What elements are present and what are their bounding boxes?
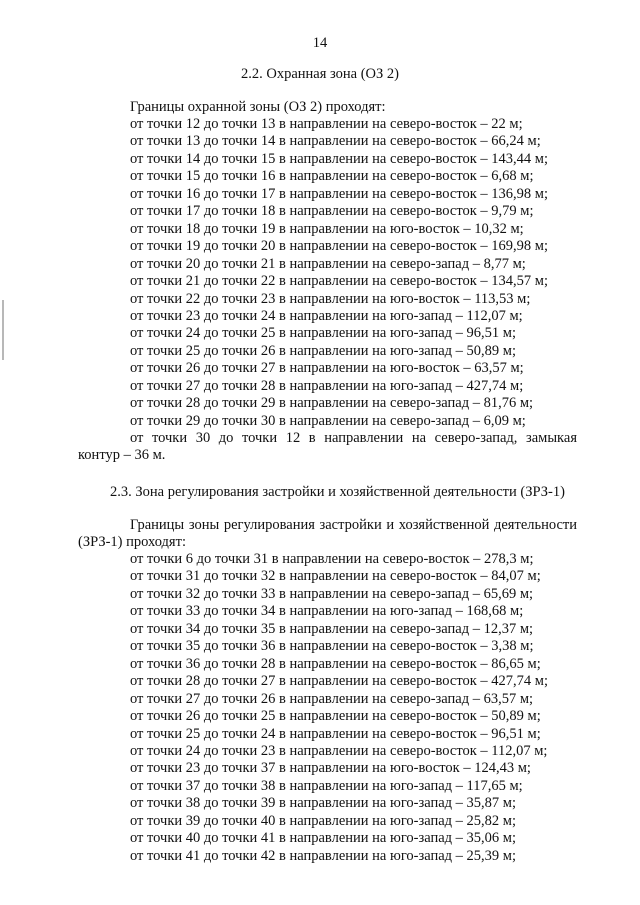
- boundary-line: от точки 20 до точки 21 в направлении на северо-запад – 8,77 м;: [130, 255, 526, 272]
- boundary-line: от точки 18 до точки 19 в направлении на юго-восток – 10,32 м;: [130, 220, 524, 237]
- boundary-line: от точки 26 до точки 25 в направлении на северо-восток – 50,89 м;: [130, 708, 541, 725]
- boundary-line: от точки 13 до точки 14 в направлении на северо-восток – 66,24 м;: [130, 133, 541, 150]
- boundary-line: от точки 24 до точки 23 в направлении на северо-восток – 112,07 м;: [130, 742, 548, 759]
- boundary-line: от точки 21 до точки 22 в направлении на северо-восток – 134,57 м;: [130, 273, 548, 290]
- boundary-line: от точки 12 до точки 13 в направлении на северо-восток – 22 м;: [130, 116, 523, 132]
- section-intro: Границы зоны регулирования застройки и хозяйственной деятельности: [130, 517, 577, 533]
- boundary-line: от точки 16 до точки 17 в направлении на северо-восток – 136,98 м;: [130, 185, 548, 202]
- boundary-line: от точки 39 до точки 40 в направлении на юго-запад – 25,82 м;: [130, 812, 516, 829]
- boundary-line: от точки 37 до точки 38 в направлении на юго-запад – 117,65 м;: [130, 777, 523, 794]
- boundary-line: от точки 17 до точки 18 в направлении на северо-восток – 9,79 м;: [130, 203, 534, 220]
- boundary-line: от точки 6 до точки 31 в направлении на северо-восток – 278,3 м;: [130, 551, 534, 567]
- closing-line-continuation: контур – 36 м.: [78, 447, 166, 463]
- section-intro-continuation: (ЗРЗ-1) проходят:: [78, 534, 186, 550]
- boundary-line: от точки 19 до точки 20 в направлении на северо-восток – 169,98 м;: [130, 238, 548, 255]
- boundary-line: от точки 35 до точки 36 в направлении на северо-восток – 3,38 м;: [130, 638, 534, 655]
- boundary-line: от точки 32 до точки 33 в направлении на северо-запад – 65,69 м;: [130, 585, 534, 602]
- boundary-line: от точки 28 до точки 27 в направлении на северо-восток – 427,74 м;: [130, 673, 548, 690]
- scan-margin-mark: [2, 300, 4, 360]
- boundary-line: от точки 40 до точки 41 в направлении на юго-запад – 35,06 м;: [130, 830, 516, 847]
- boundary-line: от точки 25 до точки 24 в направлении на северо-восток – 96,51 м;: [130, 725, 541, 742]
- section-intro: Границы охранной зоны (ОЗ 2) проходят:: [130, 99, 386, 115]
- boundary-line: от точки 23 до точки 37 в направлении на юго-восток – 124,43 м;: [130, 760, 531, 777]
- boundary-line: от точки 31 до точки 32 в направлении на северо-восток – 84,07 м;: [130, 568, 541, 585]
- section-heading-zrz1: 2.3. Зона регулирования застройки и хозяйственной деятельности (ЗРЗ-1): [110, 484, 565, 500]
- boundary-line: от точки 27 до точки 26 в направлении на северо-запад – 63,57 м;: [130, 690, 534, 707]
- boundary-line: от точки 33 до точки 34 в направлении на юго-запад – 168,68 м;: [130, 603, 524, 620]
- closing-line: от точки 30 до точки 12 в направлении на северо-запад, замыкая: [130, 430, 577, 446]
- boundary-line: от точки 23 до точки 24 в направлении на юго-запад – 112,07 м;: [130, 307, 523, 324]
- boundary-line: от точки 34 до точки 35 в направлении на северо-запад – 12,37 м;: [130, 620, 534, 637]
- boundary-line: от точки 38 до точки 39 в направлении на юго-запад – 35,87 м;: [130, 795, 516, 812]
- boundary-line: от точки 28 до точки 29 в направлении на северо-запад – 81,76 м;: [130, 395, 534, 412]
- boundary-line: от точки 27 до точки 28 в направлении на юго-запад – 427,74 м;: [130, 377, 524, 394]
- boundary-line: от точки 14 до точки 15 в направлении на северо-восток – 143,44 м;: [130, 150, 548, 167]
- boundary-line: от точки 26 до точки 27 в направлении на юго-восток – 63,57 м;: [130, 360, 524, 377]
- page-number: 14: [312, 35, 328, 51]
- boundary-line: от точки 25 до точки 26 в направлении на юго-запад – 50,89 м;: [130, 342, 516, 359]
- boundary-line: от точки 36 до точки 28 в направлении на северо-восток – 86,65 м;: [130, 655, 541, 672]
- boundary-line: от точки 15 до точки 16 в направлении на северо-восток – 6,68 м;: [130, 168, 534, 185]
- boundary-line: от точки 29 до точки 30 в направлении на северо-запад – 6,09 м;: [130, 412, 526, 429]
- boundary-line: от точки 22 до точки 23 в направлении на юго-восток – 113,53 м;: [130, 290, 531, 307]
- boundary-line: от точки 24 до точки 25 в направлении на юго-запад – 96,51 м;: [130, 325, 516, 342]
- boundary-line: от точки 41 до точки 42 в направлении на юго-запад – 25,39 м;: [130, 847, 516, 864]
- section-heading-oz2: 2.2. Охранная зона (ОЗ 2): [240, 66, 399, 82]
